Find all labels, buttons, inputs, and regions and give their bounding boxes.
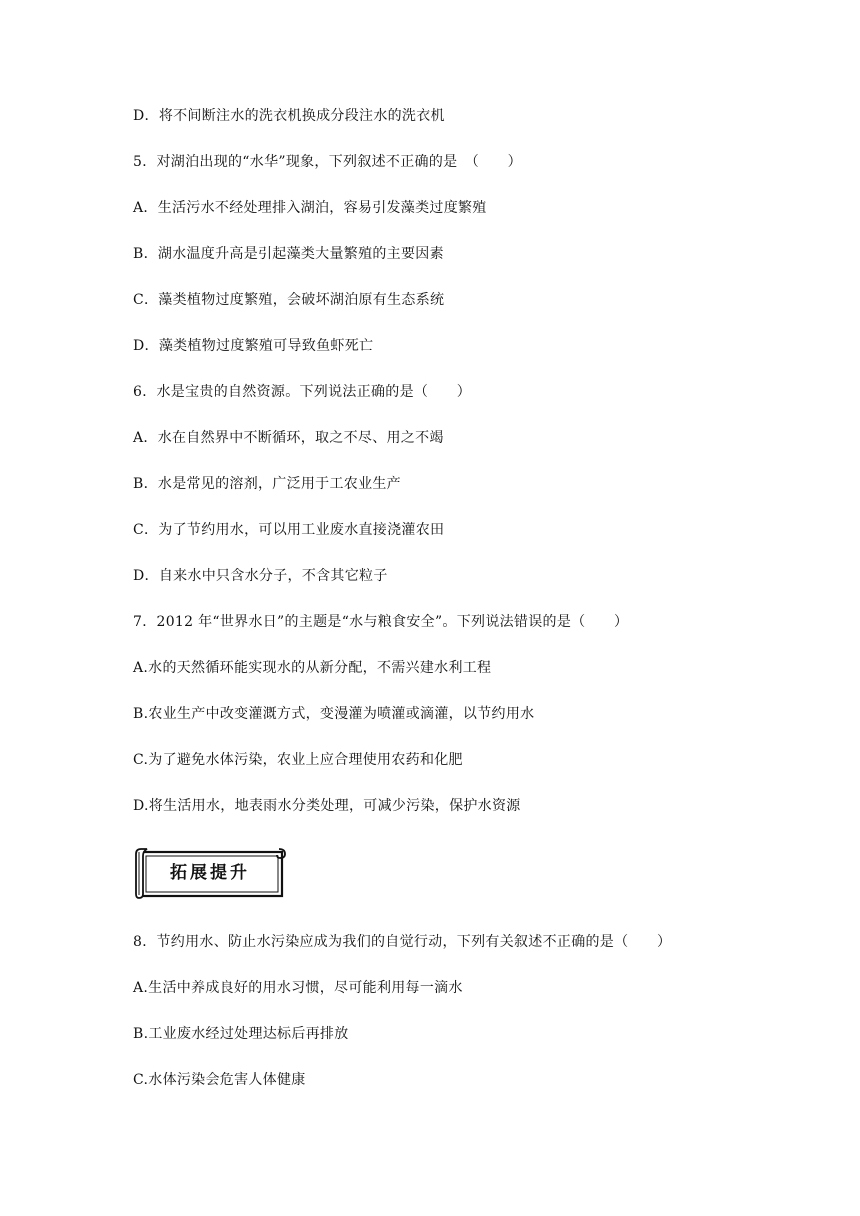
question-6-option-d: D．自来水中只含水分子，不含其它粒子 (133, 568, 388, 584)
question-6-option-b: B．水是常见的溶剂，广泛用于工农业生产 (133, 476, 401, 492)
question-8-option-a: A.生活中养成良好的用水习惯，尽可能利用每一滴水 (133, 980, 463, 996)
question-6-stem: 6．水是宝贵的自然资源。下列说法正确的是（ ） (133, 384, 472, 400)
question-5-option-c: C．藻类植物过度繁殖，会破坏湖泊原有生态系统 (133, 292, 445, 308)
question-7-option-c: C.为了避免水体污染，农业上应合理使用农药和化肥 (133, 752, 463, 768)
question-6-option-a: A．水在自然界中不断循环，取之不尽、用之不竭 (133, 430, 444, 446)
question-6-option-c: C．为了节约用水，可以用工业废水直接浇灌农田 (133, 522, 445, 538)
question-5-stem: 5．对湖泊出现的“水华”现象，下列叙述不正确的是 （ ） (133, 154, 522, 170)
question-7-option-b: B.农业生产中改变灌溉方式，变漫灌为喷灌或滴灌，以节约用水 (133, 706, 535, 722)
question-8-stem: 8．节约用水、防止水污染应成为我们的自觉行动，下列有关叙述不正确的是（ ） (133, 934, 672, 950)
banner-label: 拓展提升 (170, 863, 250, 883)
question-7-option-a: A.水的天然循环能实现水的从新分配，不需兴建水利工程 (133, 660, 492, 676)
question-5-option-d: D．藻类植物过度繁殖可导致鱼虾死亡 (133, 338, 374, 354)
question-5-option-a: A．生活污水不经处理排入湖泊，容易引发藻类过度繁殖 (133, 200, 487, 216)
question-8-option-c: C.水体污染会危害人体健康 (133, 1072, 306, 1088)
question-line-d-washing-machine: D．将不间断注水的洗衣机换成分段注水的洗衣机 (133, 108, 445, 124)
question-7-option-d: D.将生活用水，地表雨水分类处理，可减少污染，保护水资源 (133, 798, 521, 814)
question-7-stem: 7．2012 年“世界水日”的主题是“水与粮食安全”。下列说法错误的是（ ） (133, 614, 629, 630)
question-5-option-b: B．湖水温度升高是引起藻类大量繁殖的主要因素 (133, 246, 444, 262)
section-banner-scroll (133, 846, 287, 900)
question-8-option-b: B.工业废水经过处理达标后再排放 (133, 1026, 349, 1042)
